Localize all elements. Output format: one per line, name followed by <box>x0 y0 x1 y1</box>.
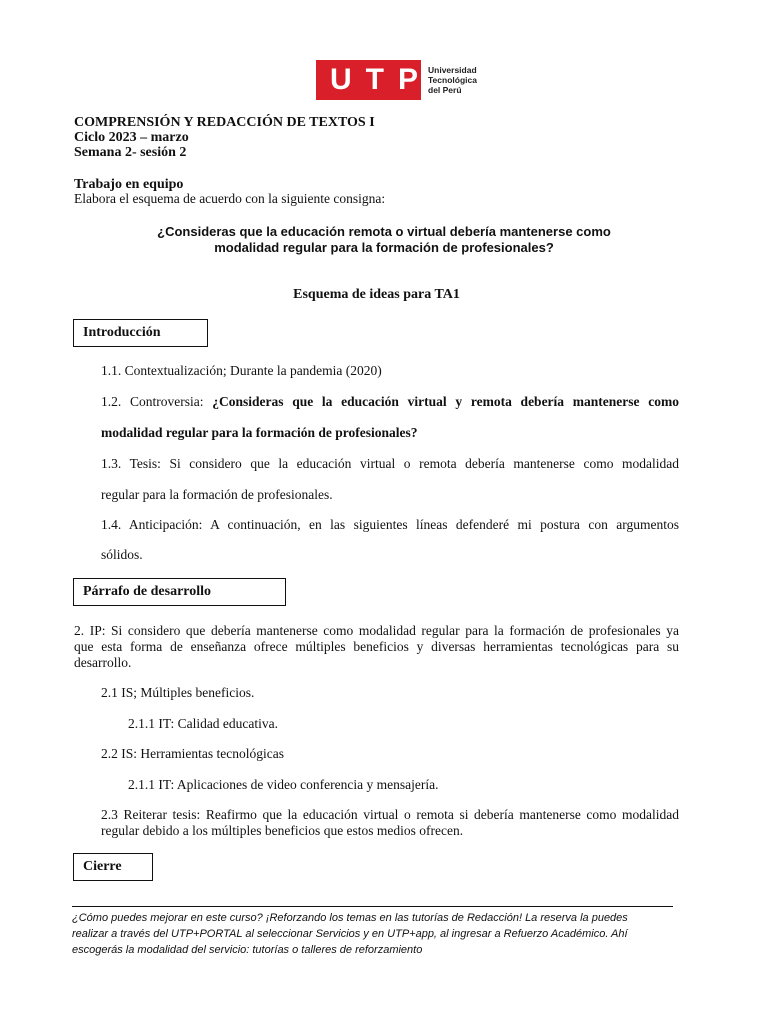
course-title: COMPRENSIÓN Y REDACCIÓN DE TEXTOS I <box>74 115 375 130</box>
intro-item-3-line-2: regular para la formación de profesionales. <box>101 487 333 502</box>
intro-item-4-line-1: 1.4. Anticipación: A continuación, en las siguientes líneas defenderé mi postura con argumentos <box>101 517 679 532</box>
intro-label-text: Introducción <box>83 325 161 340</box>
course-cycle: Ciclo 2023 – marzo <box>74 130 189 145</box>
intro-section-label <box>73 319 208 347</box>
intro-item-3-line-1: 1.3. Tesis: Si considero que la educación virtual o remota debería mantenerse como modalidad <box>101 456 679 471</box>
development-ip-line-3: desarrollo. <box>74 655 132 670</box>
question-line-2: modalidad regular para la formación de profesionales? <box>214 240 554 255</box>
task-title: Trabajo en equipo <box>74 177 184 192</box>
question-line-1: ¿Consideras que la educación remota o virtual debería mantenerse como <box>157 224 611 239</box>
task-instruction: Elabora el esquema de acuerdo con la siguiente consigna: <box>74 191 386 206</box>
footer-line-3: escogerás la modalidad del servicio: tutorías o talleres de reforzamiento <box>72 944 423 956</box>
development-section-label <box>73 578 286 606</box>
intro-item-1: 1.1. Contextualización; Durante la pandemia (2020) <box>101 363 382 378</box>
intro-item-2-line-2: modalidad regular para la formación de profesionales? <box>101 425 418 440</box>
scheme-title: Esquema de ideas para TA1 <box>293 287 460 302</box>
development-reiterate-line-1: 2.3 Reiterar tesis: Reafirmo que la educación virtual o remota si debería mantenerse como modalidad <box>101 807 679 822</box>
logo-wordmark <box>428 65 477 95</box>
development-is-2: 2.2 IS: Herramientas tecnológicas <box>101 746 284 761</box>
logo-line: Universidad <box>428 65 477 75</box>
development-ip-line-1: 2. IP: Si considero que debería mantenerse como modalidad regular para la formación de profesionales ya <box>74 623 679 638</box>
logo-letters: UTP <box>330 63 432 96</box>
development-label-text: Párrafo de desarrollo <box>83 584 212 599</box>
development-it-2: 2.1.1 IT: Aplicaciones de video conferencia y mensajería. <box>128 777 439 792</box>
course-week: Semana 2- sesión 2 <box>74 145 187 160</box>
development-reiterate-line-2: regular debido a los múltiples beneficios que estos medios ofrecen. <box>101 823 464 838</box>
footer-line-1: ¿Cómo puedes mejorar en este curso? ¡Reforzando los temas en las tutorías de Redacción! La reserva la puedes <box>72 912 628 924</box>
utp-logo <box>316 60 477 100</box>
development-it-1: 2.1.1 IT: Calidad educativa. <box>128 716 279 731</box>
controversy-question: ¿Consideras que la educación virtual y remota debería mantenerse como <box>212 394 679 409</box>
development-is-1: 2.1 IS; Múltiples beneficios. <box>101 685 255 700</box>
closing-label-text: Cierre <box>83 859 122 874</box>
footer-divider <box>72 906 673 907</box>
closing-section-label <box>73 853 153 881</box>
development-ip-line-2: que esta forma de enseñanza ofrece múltiples beneficios y diversas herramientas tecnológicas para su <box>74 639 679 654</box>
logo-line: del Perú <box>428 85 462 95</box>
footer-note <box>72 910 682 958</box>
logo-line: Tecnológica <box>428 75 477 85</box>
footer-line-2: realizar a través del UTP+PORTAL al seleccionar Servicios y en UTP+app, al ingresar a Refuerzo Académico. Ahí <box>72 928 628 940</box>
logo-mark <box>316 60 432 100</box>
intro-item-4-line-2: sólidos. <box>101 547 143 562</box>
controversy-label: 1.2. Controversia: <box>101 394 213 409</box>
intro-item-2-line-1 <box>101 394 679 410</box>
